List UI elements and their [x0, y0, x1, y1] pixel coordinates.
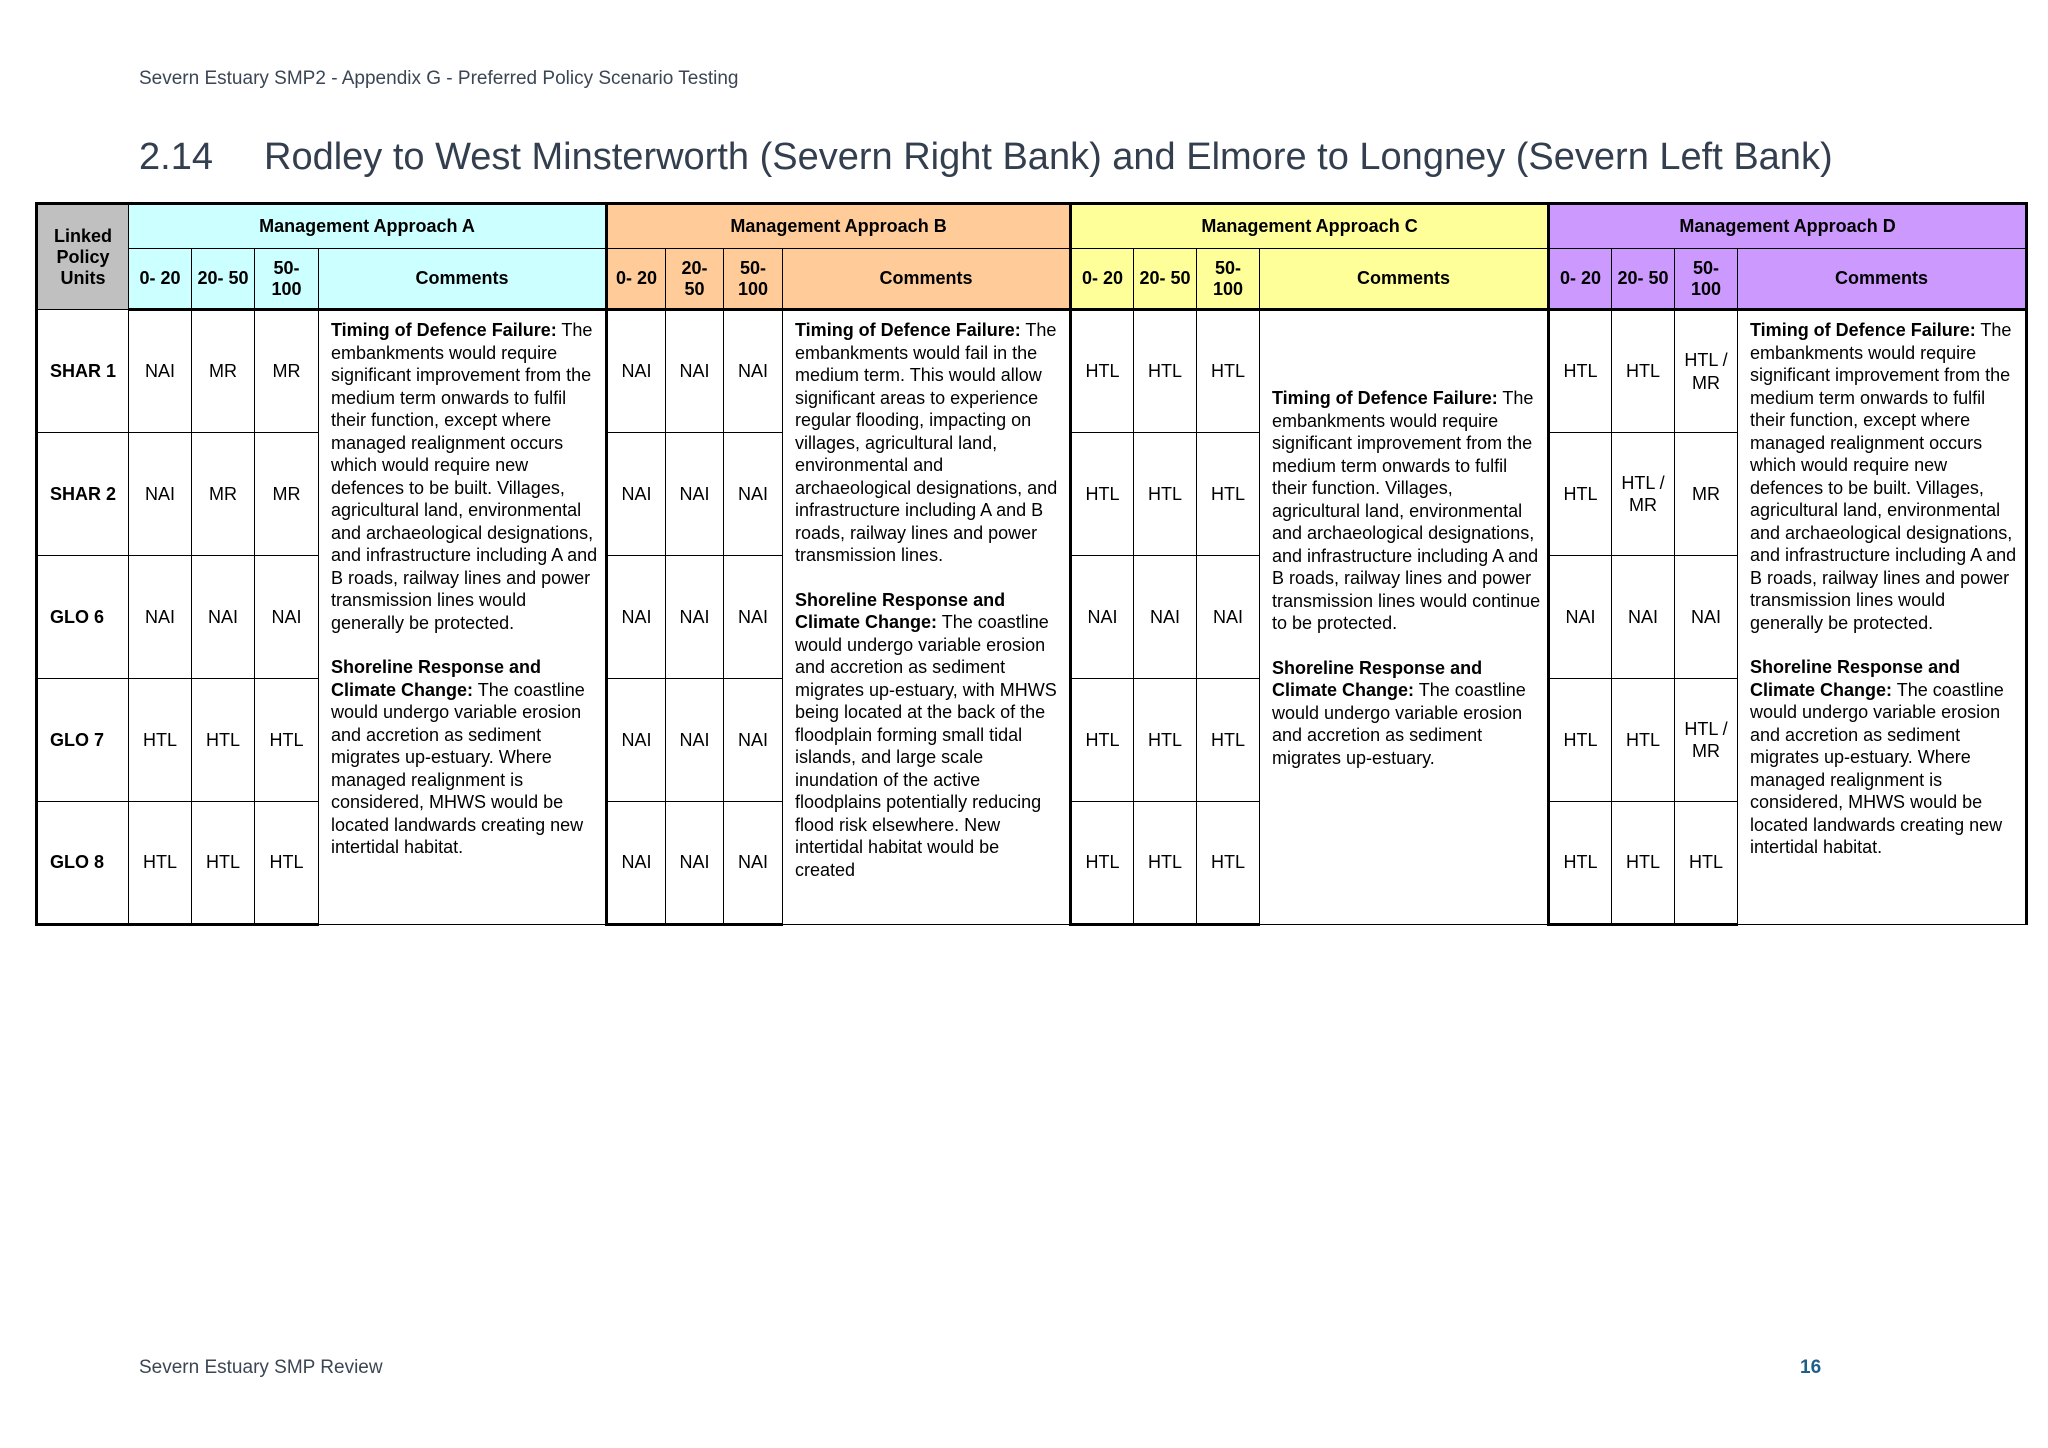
table-row — [37, 310, 2027, 433]
page-number: 16 — [1800, 1357, 1822, 1378]
policy-value: NAI — [607, 679, 666, 802]
policy-value: HTL — [1549, 802, 1612, 925]
policy-value: HTL — [1134, 802, 1197, 925]
policy-value: HTL — [1071, 679, 1134, 802]
approach-a-comments — [319, 310, 607, 925]
policy-unit-label: SHAR 2 — [37, 433, 129, 556]
policy-value: NAI — [1134, 556, 1197, 679]
comments-header: Comments — [319, 249, 607, 310]
policy-value: HTL / MR — [1675, 310, 1738, 433]
policy-value: MR — [192, 433, 255, 556]
policy-value: NAI — [1197, 556, 1260, 679]
policy-value: MR — [1675, 433, 1738, 556]
policy-unit-label: GLO 8 — [37, 802, 129, 925]
policy-value: HTL / MR — [1612, 433, 1675, 556]
policy-value: NAI — [666, 679, 724, 802]
timing-text: The embankments would fail in the medium term. This would allow significant areas to experience regular flooding, impacting on villages, agricultural land, environmental and archaeological designations, and infrastructure including A and B roads, railway lines and power transmission lines. — [795, 320, 1058, 565]
policy-value: HTL — [192, 679, 255, 802]
policy-value: NAI — [1612, 556, 1675, 679]
policy-value: NAI — [129, 433, 192, 556]
epoch-header: 20- 50 — [1612, 249, 1675, 310]
epoch-header: 0- 20 — [1549, 249, 1612, 310]
policy-value: HTL — [1612, 310, 1675, 433]
policy-value: HTL — [1612, 802, 1675, 925]
epoch-header: 50- 100 — [255, 249, 319, 310]
epoch-header: 0- 20 — [607, 249, 666, 310]
policy-unit-label: GLO 7 — [37, 679, 129, 802]
comments-header: Comments — [783, 249, 1071, 310]
epoch-header: 50- 100 — [1675, 249, 1738, 310]
shoreline-heading: Shoreline Response and Climate Change: — [1272, 657, 1483, 700]
policy-value: NAI — [1675, 556, 1738, 679]
policy-value: NAI — [666, 802, 724, 925]
section-number: 2.14 — [139, 136, 213, 178]
policy-value: NAI — [724, 679, 783, 802]
shoreline-text: The coastline would undergo variable erosion and accretion as sediment migrates up-estuary. Where managed realignment is considered, MHWS would be located landwards creating new intertidal habitat. — [1750, 679, 2004, 857]
timing-heading: Timing of Defence Failure: — [331, 320, 557, 340]
policy-value: NAI — [129, 310, 192, 433]
epoch-header: 20- 50 — [192, 249, 255, 310]
policy-unit-label: SHAR 1 — [37, 310, 129, 433]
epoch-header: 0- 20 — [129, 249, 192, 310]
approach-c-comments — [1260, 310, 1549, 925]
epoch-header: 50- 100 — [724, 249, 783, 310]
policy-value: NAI — [724, 556, 783, 679]
linked-policy-units-header: Linked Policy Units — [37, 204, 129, 310]
policy-value: HTL — [1197, 433, 1260, 556]
timing-heading: Timing of Defence Failure: — [1750, 320, 1976, 340]
policy-scenario-table — [35, 202, 2028, 926]
policy-value: NAI — [255, 556, 319, 679]
timing-heading: Timing of Defence Failure: — [795, 320, 1021, 340]
policy-value: HTL — [1071, 802, 1134, 925]
policy-value: NAI — [724, 310, 783, 433]
timing-text: The embankments would require significant improvement from the medium term onwards to fulfil their function, except where managed realignment occurs which would require new defences to be built. Villages, agricultural land, environmental and archaeological designations, and infrastructure including A and B roads, railway lines and power transmission lines would generally be protected. — [1750, 320, 2017, 633]
approach-d-header: Management Approach D — [1549, 204, 2027, 249]
policy-value: NAI — [724, 433, 783, 556]
approach-b-comments — [783, 310, 1071, 925]
epoch-header: 50- 100 — [1197, 249, 1260, 310]
comments-header: Comments — [1260, 249, 1549, 310]
policy-value: NAI — [192, 556, 255, 679]
policy-value: NAI — [666, 310, 724, 433]
policy-value: NAI — [607, 310, 666, 433]
policy-value: NAI — [607, 802, 666, 925]
policy-value: NAI — [1549, 556, 1612, 679]
policy-value: MR — [255, 433, 319, 556]
policy-value: HTL — [129, 802, 192, 925]
approach-b-header: Management Approach B — [607, 204, 1071, 249]
policy-value: HTL — [1612, 679, 1675, 802]
policy-value: HTL — [1071, 310, 1134, 433]
policy-value: NAI — [129, 556, 192, 679]
shoreline-text: The coastline would undergo variable erosion and accretion as sediment migrates up-estuary, with MHWS being located at the back of the floodplain forming small tidal islands, and large scale inundation of the active floodplains potentially reducing flood risk elsewhere. New intertidal habitat would be created — [795, 612, 1057, 880]
shoreline-text: The coastline would undergo variable erosion and accretion as sediment migrates up-estuary. — [1272, 680, 1526, 768]
running-footer: Severn Estuary SMP Review — [139, 1357, 383, 1378]
timing-heading: Timing of Defence Failure: — [1272, 388, 1498, 408]
policy-value: HTL — [1071, 433, 1134, 556]
policy-value: HTL — [1549, 310, 1612, 433]
shoreline-heading: Shoreline Response and Climate Change: — [1750, 657, 1961, 700]
approach-d-comments — [1738, 310, 2027, 925]
section-title — [139, 136, 1833, 179]
policy-value: HTL — [1675, 802, 1738, 925]
policy-unit-label: GLO 6 — [37, 556, 129, 679]
epoch-header: 20- 50 — [1134, 249, 1197, 310]
policy-value: HTL / MR — [1675, 679, 1738, 802]
policy-value: NAI — [607, 556, 666, 679]
policy-value: NAI — [607, 433, 666, 556]
policy-value: HTL — [1134, 679, 1197, 802]
policy-value: MR — [192, 310, 255, 433]
shoreline-text: The coastline would undergo variable erosion and accretion as sediment migrates up-estuary. Where managed realignment is considered, MHWS would be located landwards creating new intertidal habitat. — [331, 679, 585, 857]
policy-value: HTL — [255, 679, 319, 802]
epoch-header: 0- 20 — [1071, 249, 1134, 310]
policy-value: HTL — [1134, 310, 1197, 433]
policy-value: HTL — [1549, 433, 1612, 556]
running-header: Severn Estuary SMP2 - Appendix G - Preferred Policy Scenario Testing — [139, 68, 739, 89]
epoch-header: 20- 50 — [666, 249, 724, 310]
policy-value: MR — [255, 310, 319, 433]
policy-value: NAI — [724, 802, 783, 925]
timing-text: The embankments would require significant improvement from the medium term onwards to fulfil their function, except where managed realignment occurs which would require new defences to be built. Villages, agricultural land, environmental and archaeological designations, and infrastructure including A and B roads, railway lines and power transmission lines would generally be protected. — [331, 320, 598, 633]
policy-value: NAI — [1071, 556, 1134, 679]
comments-header: Comments — [1738, 249, 2027, 310]
policy-value: HTL — [1549, 679, 1612, 802]
policy-value: HTL — [1197, 802, 1260, 925]
approach-c-header: Management Approach C — [1071, 204, 1549, 249]
shoreline-heading: Shoreline Response and Climate Change: — [331, 657, 542, 700]
policy-value: HTL — [1197, 679, 1260, 802]
timing-text: The embankments would require significant improvement from the medium term onwards to fulfil their function. Villages, agricultural land, environmental and archaeological designations, and infrastructure including A and B roads, railway lines and power transmission lines would continue to be protected. — [1272, 388, 1541, 633]
policy-value: HTL — [255, 802, 319, 925]
policy-value: NAI — [666, 556, 724, 679]
policy-value: HTL — [129, 679, 192, 802]
policy-value: NAI — [666, 433, 724, 556]
shoreline-heading: Shoreline Response and Climate Change: — [795, 589, 1006, 632]
approach-a-header: Management Approach A — [129, 204, 607, 249]
policy-value: HTL — [1134, 433, 1197, 556]
policy-value: HTL — [192, 802, 255, 925]
section-heading: Rodley to West Minsterworth (Severn Right Bank) and Elmore to Longney (Severn Left Bank) — [264, 136, 1833, 178]
policy-value: HTL — [1197, 310, 1260, 433]
